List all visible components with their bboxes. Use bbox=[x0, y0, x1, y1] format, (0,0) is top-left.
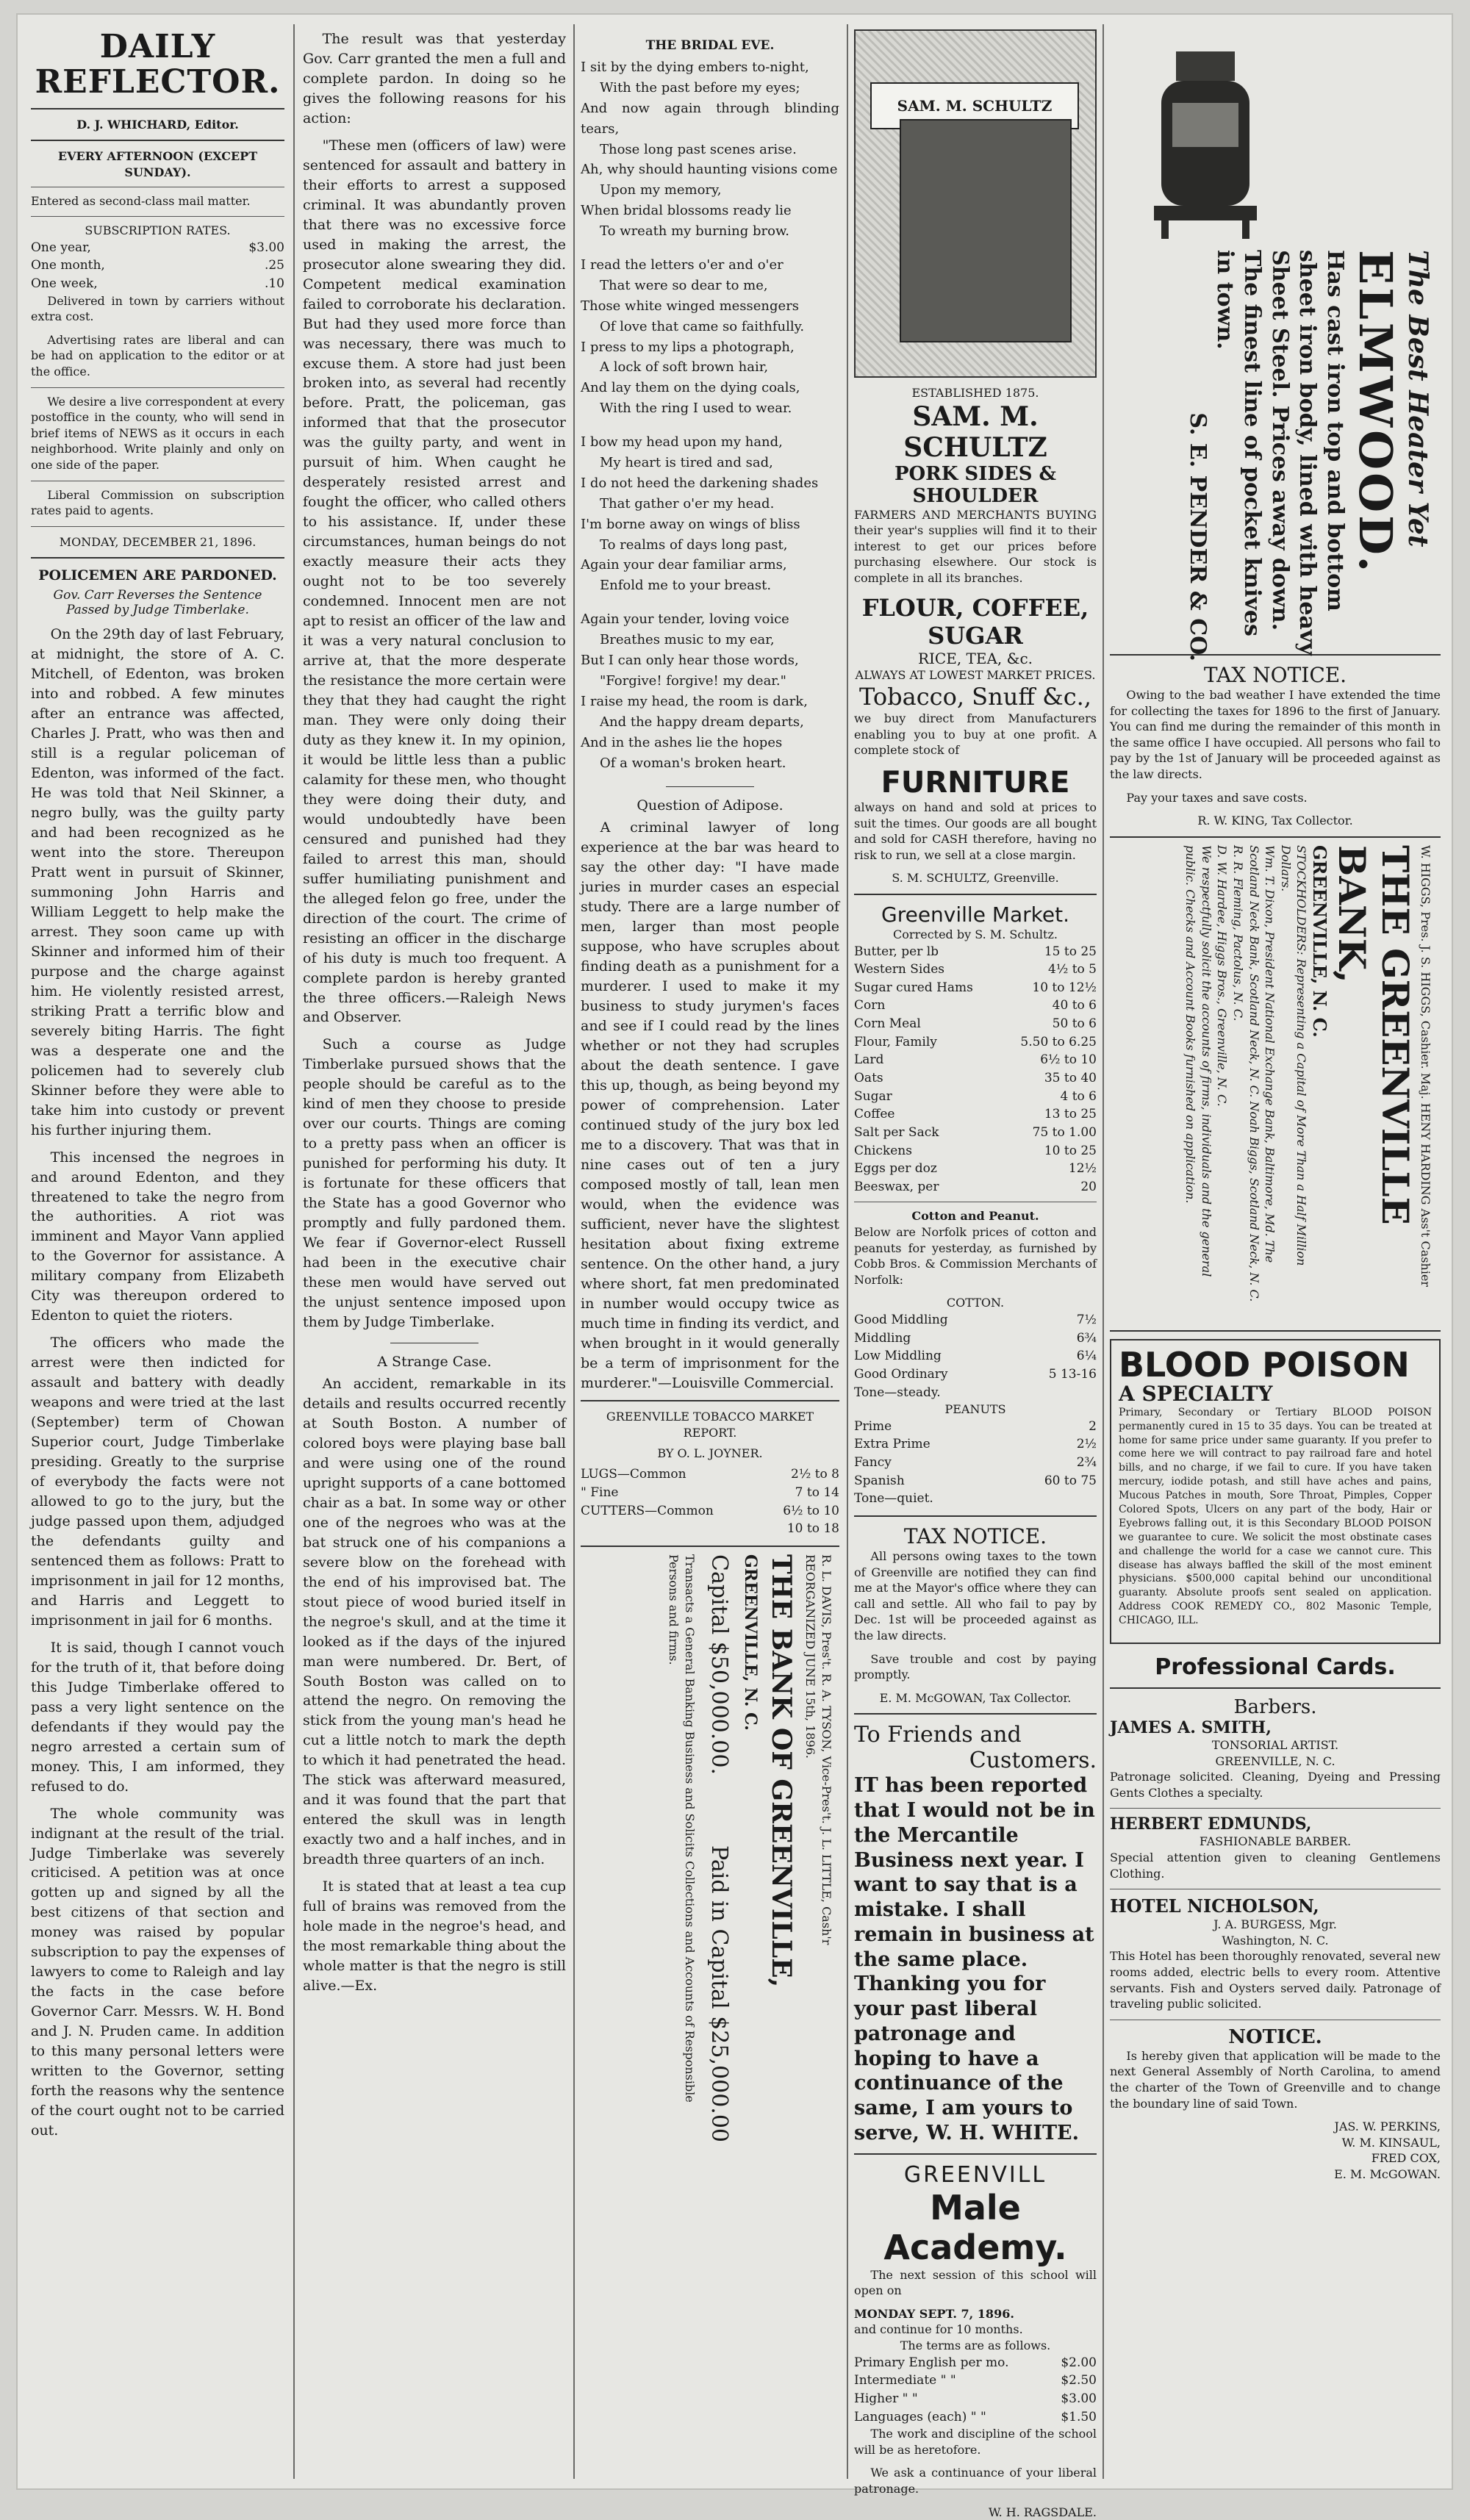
column-rule bbox=[293, 24, 295, 2479]
schultz-line1: PORK SIDES & SHOULDER bbox=[894, 462, 1057, 507]
column-5 bbox=[1110, 29, 1441, 2475]
heater-stove-illustration bbox=[1132, 29, 1279, 243]
poem-stanza: Again your tender, loving voice Breathes music to my ear, But I can only hear those words, "Forgive! forgive! my dear." I raise my head, the room is dark, And the happy dream departs, And in the ashes lie the hopes Of a woman's broken heart. bbox=[581, 611, 808, 771]
elmwood-heading: The Best Heater Yet bbox=[1402, 250, 1433, 548]
commission-note: Liberal Commission on subscription rates paid to agents. bbox=[31, 487, 284, 518]
market-row: Chickens 10 to 25 bbox=[854, 1143, 1097, 1158]
county-tax-sig: R. W. KING, Tax Collector. bbox=[1197, 814, 1353, 828]
schultz-direct: we buy direct from Manufacturers enabling you to buy at one profit. A complete stock of bbox=[854, 711, 1097, 758]
market-row: Corn 40 to 6 bbox=[854, 998, 1097, 1013]
greenville-bank-officers: W. HIGGS, Pres. J. S. HIGGS, Cashier. Maj. HENY HARDING Ass't Cashier bbox=[1419, 844, 1433, 1287]
county-tax-title: TAX NOTICE. bbox=[1203, 663, 1347, 687]
greenville-bank-name: THE GREENVILLE BANK, bbox=[1330, 844, 1418, 1225]
notice-signer: JAS. W. PERKINS, bbox=[1334, 2119, 1441, 2134]
notice-signer: E. M. McGOWAN. bbox=[1334, 2167, 1441, 2181]
academy-name1: GREENVILL bbox=[903, 2161, 1047, 2188]
academy-sig: W. H. RAGSDALE. bbox=[988, 2505, 1097, 2519]
blood-poison-specialty: A SPECIALTY bbox=[1119, 1381, 1273, 1406]
cotton-title: Cotton and Peanut. bbox=[911, 1209, 1039, 1224]
hotel-name: HOTEL NICHOLSON, bbox=[1110, 1895, 1319, 1917]
elmwood-text: Has cast iron top and bottom sheet iron body, lined with heavy Sheet Steel. Prices away down. The finest line of pocket knives in town. bbox=[1212, 250, 1348, 656]
market-row: Sugar cured Hams 10 to 12½ bbox=[854, 980, 1097, 995]
frequency-line: EVERY AFTERNOON (EXCEPT SUNDAY). bbox=[57, 149, 258, 179]
market-row: Lard 6½ to 10 bbox=[854, 1052, 1097, 1068]
white-head2: Customers. bbox=[969, 1748, 1097, 1774]
market-table bbox=[854, 943, 1097, 1196]
bank-capital: Capital $50,000.00. bbox=[706, 1554, 732, 1775]
column-rule bbox=[1102, 24, 1104, 2479]
bank-of-greenville-ad bbox=[581, 1554, 839, 2157]
advertising-note: Advertising rates are liberal and can be had on application to the editor or at the office. bbox=[31, 332, 284, 379]
bank-reorganized: REORGANIZED JUNE 15th, 1896. bbox=[803, 1554, 818, 1759]
smith-loc: GREENVILLE, N. C. bbox=[1215, 1753, 1335, 1768]
elmwood-name: ELMWOOD. bbox=[1349, 250, 1402, 575]
adipose-text: A criminal lawyer of long experience at the bar was heard to say the other day: "I have made juries in murder cases an especial study. There are a large number of men, larger than most people suppose, who have scruples about finding death as a punishment for a murderer. I used to make it my business to study jurymen's faces and see if I could read by the lines whether or not they had scruples about the death sentence. I gave this up, though, as being beyond my power of comprehension. Later continued study of the jury box led me to a discovery. That was that in nine cases out of ten a jury composed mostly of tall, lean men would, when the evidence was sufficient, never have the slightest hesitation about fixing extreme sentence. On the other hand, a jury where short, fat men predominated in number would occupy twice as much time in finding its verdict, and when brought in it would generally be a term of imprisonment for the murderer."—Louisville Commercial. bbox=[581, 819, 839, 1391]
schultz-established: ESTABLISHED 1875. bbox=[911, 386, 1039, 400]
market-row: Corn Meal 50 to 6 bbox=[854, 1016, 1097, 1032]
bank-location: GREENVILLE, N. C. bbox=[740, 1554, 760, 1731]
county-tax-pay: Pay your taxes and save costs. bbox=[1126, 790, 1308, 805]
elmwood-ad bbox=[1110, 29, 1441, 661]
greenville-bank-solicit: We respectfully solicit the accounts of firms, individuals and the general public. Checks and Account Books furnished on application. bbox=[1183, 844, 1213, 1277]
blood-poison-ad bbox=[1110, 1339, 1441, 1644]
bank-paid-in: Paid in Capital $25,000.00 bbox=[706, 1845, 732, 2142]
subscription-heading: SUBSCRIPTION RATES. bbox=[85, 223, 231, 238]
market-row: Western Sides 4½ to 5 bbox=[854, 962, 1097, 977]
greenville-bank-stockholders: STOCKHOLDERS: Representing a Capital of More Than a Half Million Dollars. bbox=[1278, 844, 1309, 1266]
store-illustration bbox=[854, 29, 1097, 378]
correspondent-note: We desire a live correspondent at every postoffice in the county, who will send in brief items of NEWS as it occurs in each neighborhood. Write plainly and only on one side of the paper. bbox=[31, 394, 284, 473]
notice-text: Is hereby given that application will be made to the next General Assembly of North Carolina, to amend the charter of the Town of Greenville and to change the boundary line of said Town. bbox=[1110, 2048, 1441, 2111]
column-rule bbox=[573, 24, 575, 2479]
pardon-paragraph: On the 29th day of last February, at midnight, the store of A. C. Mitchell, of Edenton, was broken into and robbed. A few minutes after an entrance was affected, Charles J. Pratt, who was then and still is a regular policeman of Edenton, was informed of the fact. He was told that Neil Skinner, a negro bully, was the guilty party and had been recognized as he went into the store. Thereupon Pratt went in pursuit of Skinner, summoning John Harris and William Leggett to help make the arrest. They soon came up with Skinner and informed him of their purpose and the charge against him. He violently resisted arrest, striking Pratt a terrific blow and severely biting Harris. The fight was a desperate one and the policemen had to severely club Skinner before they were able to take him into custody or prevent his further injuring them. bbox=[31, 626, 284, 1138]
pardon-paragraph: This incensed the negroes in and around Edenton, and they threatened to take the negro from the authorities. A riot was imminent and Mayor Vann applied to the Governor for assistance. A military company from Elizabeth City was thereupon ordered to Edenton to quiet the rioters. bbox=[31, 1149, 284, 1324]
edmunds-text: Special attention given to cleaning Gentlemens Clothing. bbox=[1110, 1850, 1441, 1881]
dateline: MONDAY, DECEMBER 21, 1896. bbox=[59, 534, 257, 549]
tobacco-report-title: GREENVILLE TOBACCO MARKET REPORT. bbox=[606, 1410, 814, 1440]
bank-business: Transacts a General Banking Business and Solicits Collections and Accounts of Responsible Persons and firms. bbox=[667, 1554, 697, 2103]
market-corrected: Corrected by S. M. Schultz. bbox=[893, 927, 1058, 941]
pardon-paragraph: It is said, though I cannot vouch for the truth of it, that before doing this Judge Timberlake offered to pass a very light sentence on the defendants if they would pay the negro arrested a certain sum of money. This, I am informed, they refused to do. bbox=[31, 1639, 284, 1795]
store-sign: SAM. M. SCHULTZ bbox=[870, 82, 1079, 129]
poem-stanza: I sit by the dying embers to-night, With the past before my eyes; And now again through blinding tears, Those long past scenes arise. Ah, why should haunting visions come Upon my memory, When bridal blossoms ready lie To wreath my burning brow. bbox=[581, 60, 839, 240]
academy-date: MONDAY SEPT. 7, 1896. bbox=[854, 2306, 1014, 2321]
hotel-manager: J. A. BURGESS, Mgr. bbox=[1213, 1917, 1337, 1932]
rates-list bbox=[31, 239, 284, 293]
column-3 bbox=[581, 29, 839, 2475]
market-row: Coffee 13 to 25 bbox=[854, 1107, 1097, 1122]
smith-title: TONSORIAL ARTIST. bbox=[1211, 1738, 1339, 1752]
town-tax-sig: E. M. McGOWAN, Tax Collector. bbox=[879, 1690, 1072, 1705]
greenville-bank-ad bbox=[1110, 845, 1441, 1323]
rate-row: One week, .10 bbox=[31, 276, 284, 292]
cotton-note: Below are Norfolk prices of cotton and peanuts for yesterday, as furnished by Cobb Bros. & Commission Merchants of Norfolk: bbox=[854, 1225, 1097, 1287]
entered-line: Entered as second-class mail matter. bbox=[31, 193, 251, 208]
schultz-farmers: FARMERS AND MERCHANTS BUYING their year's supplies will find it to their interest to get our prices before purchasing elsewhere. Our stock is complete in all its branches. bbox=[854, 507, 1097, 585]
market-row: Flour, Family 5.50 to 6.25 bbox=[854, 1034, 1097, 1049]
pardon-paragraph: The officers who made the arrest were then indicted for assault and battery with deadly weapons and were tried at the last (September) term of Chowan Superior court, Judge Timberlake presiding. Greatly to the surprise of everybody the facts were not allowed to go to the jury, but the judge passed upon them, adjudged the defendants guilty and sentenced them as follows: Pratt to imprisonment in jail for 12 months, and Harris and Leggett to imprisonment in jail for 6 months. bbox=[31, 1335, 284, 1629]
strange-case-paragraph: An accident, remarkable in its details and results occurred recently at South Boston. A number of colored boys were playing base ball and were using one of the round upright supports of a cane bottomed chair as a bat. In some way or other one of the negroes who was at the bat struck one of his companions a severe blow on the forehead with the end of his improvised bat. The stout piece of wood buried itself in the negroe's skull, and at the time it looked as if the days of the injured man were numbered. Dr. Bert, of South Boston was called on to attend the negro. On removing the stick from the young man's head he cut a little notch to mark the depth to which it had penetrated the head. The stick was afterward measured, and it was found that the part that entered the skull was in length exactly two and a half inches, and in breadth three quarters of an inch. bbox=[303, 1375, 566, 1868]
editor-line: D. J. WHICHARD, Editor. bbox=[76, 117, 239, 132]
elmwood-sig: S. E. PENDER & CO. bbox=[1185, 412, 1211, 661]
newspaper-page bbox=[16, 13, 1453, 2519]
barbers-heading: Barbers. bbox=[1233, 1696, 1317, 1718]
schultz-line2: FLOUR, COFFEE, SUGAR bbox=[861, 593, 1089, 650]
market-row: Sugar 4 to 6 bbox=[854, 1088, 1097, 1104]
smith-name: JAMES A. SMITH, bbox=[1110, 1718, 1272, 1737]
market-row: Beeswax, per 20 bbox=[854, 1179, 1097, 1194]
poem-stanza: I read the letters o'er and o'er That were so dear to me, Those white winged messengers Of love that came so faithfully. I press to my lips a photograph, A lock of soft brown hair, And lay them on the dying coals, With the ring I used to wear. bbox=[581, 257, 805, 417]
hotel-location: Washington, N. C. bbox=[1222, 1933, 1329, 1948]
blood-poison-title: BLOOD POISON bbox=[1119, 1344, 1410, 1385]
edmunds-name: HERBERT EDMUNDS, bbox=[1110, 1814, 1312, 1834]
masthead-title: DAILY REFLECTOR. bbox=[35, 28, 281, 101]
rate-row: One month, .25 bbox=[31, 258, 284, 273]
market-row: Salt per Sack 75 to 1.00 bbox=[854, 1124, 1097, 1140]
schultz-line3: RICE, TEA, &c. bbox=[917, 649, 1033, 667]
delivered-note: Delivered in town by carriers without extra cost. bbox=[31, 293, 284, 324]
pardon-paragraph: "These men (officers of law) were sentenced for assault and battery in their efforts to arrest a supposed criminal. It was abundantly proven that there was no excessive force used in making the arrest, the prosecutor alone swearing they did. Competent medical examination failed to corroborate his declaration. But had they used more force than was necessary, there was much to excuse them. A store had just been broken into, as several had recently before. Pratt, the policeman, gas informed that that the prosecutor was the guilty party, and went in pursuit of him. When caught he desperately resisted arrest and fought the officer, who called others to his assistance. If, under these circumstances, human beings do not exactly measure their acts they ought not to be too severely condemned. Innocent men are not apt to resist an officer of the law and it was a very natural conclusion to arrive at, that the more desperate the resistance the more certain were they that they had caught the right man. They were only doing their duty as they knew it. In my opinion, it would be little less than a public calamity for these men, who thought they were doing their duty, and would undoubtedly have been censured and punished had they failed to arrest this man, should suffer humiliating punishment and the alleged felon go free, under the direction of the court. The crime of resisting an officer in the discharge of his duty is much too frequent. A complete pardon is hereby granted the three officers.—Raleigh News and Observer. bbox=[303, 137, 566, 1026]
schultz-line5: FURNITURE bbox=[881, 765, 1070, 800]
schultz-always: ALWAYS AT LOWEST MARKET PRICES. bbox=[855, 667, 1096, 682]
store-building-drawing bbox=[900, 119, 1072, 342]
pardon-headline: POLICEMEN ARE PARDONED. bbox=[38, 567, 277, 584]
academy-intro: The next session of this school will open on bbox=[854, 2267, 1097, 2298]
column-2 bbox=[303, 29, 566, 2475]
tobacco-report-byline: BY O. L. JOYNER. bbox=[657, 1446, 763, 1460]
pardon-subhead: Gov. Carr Reverses the Sentence Passed by Judge Timberlake. bbox=[53, 588, 262, 618]
hotel-text: This Hotel has been thoroughly renovated, several new rooms added, electric bells to every room. Attentive servants. Fish and Oysters served daily. Patronage of traveling public solicited. bbox=[1110, 1949, 1441, 2011]
pardon-paragraph: The result was that yesterday Gov. Carr granted the men a full and complete pardon. In doing so he gives the following reasons for his action: bbox=[303, 31, 566, 126]
town-tax-text: All persons owing taxes to the town of Greenville are notified they can find me at the Mayor's office where they can call and settle. All who fail to pay by Dec. 1st will be proceeded against as the law directs. bbox=[854, 1549, 1097, 1643]
white-text: IT has been reported that I would not be in the Mercantile Business next year. I want to say that is a mistake. I shall remain in business at the same place. Thanking you for your past liberal patronage and hoping to have a continuance of the same, I am yours to serve, W. H. WHITE. bbox=[854, 1774, 1095, 2144]
blood-poison-text: Primary, Secondary or Tertiary BLOOD POISON permanently cured in 15 to 35 days. You can be treated at home for same price under same guaranty. If you prefer to come here we will contract to pay railroad fare and hotel bills, and no charge, if we fail to cure. If you have taken mercury, iodide potash, and still have aches and pains, Mucous Patches in mouth, Sore Throat, Pimples, Copper Colored Spots, Ulcers on any part of the body, Hair or Eyebrows falling out, it is this Secondary BLOOD POISON we guarantee to cure. We solicit the most obstinate cases and challenge the world for a case we cannot cure. This disease has always baffled the skill of the most eminent physicians. $500,000 capital behind our unconditional guaranty. Absolute proofs sent sealed on application. Address COOK REMEDY CO., 802 Masonic Temple, CHICAGO, ILL. bbox=[1119, 1406, 1432, 1627]
smith-text: Patronage solicited. Cleaning, Dyeing and Pressing Gents Clothes a specialty. bbox=[1110, 1770, 1441, 1800]
greenville-bank-right: D. W. Hardee, Higgs Bros., Greenville, N. C. bbox=[1215, 844, 1230, 1107]
schultz-sig: S. M. SCHULTZ, Greenville. bbox=[892, 871, 1059, 886]
strange-case-headline: A Strange Case. bbox=[377, 1353, 492, 1370]
pardon-paragraph: Such a course as Judge Timberlake pursued shows that the people should be careful as to the kind of men they choose to preside over our courts. Things are coming to a pretty pass when an officer is punished for performing his duty. It is fortunate for these officers that the State has a good Governor who promptly and fully pardoned them. We fear if Governor-elect Russell had been in the executive chair these men would have served out the unjust sentence imposed upon them by Judge Timberlake. bbox=[303, 1036, 566, 1330]
market-row: Eggs per doz 12½ bbox=[854, 1161, 1097, 1177]
schultz-line4: Tobacco, Snuff &c., bbox=[859, 683, 1091, 711]
greenville-bank-names: Wm. T. Dixon, President National Exchange Bank, Baltimore, Md. The Scotland Neck Bank, Scotland Neck, N. C. Noah Biggs, Scotland Neck, N. C. R. R. Fleming, Pactolus, N. C. bbox=[1231, 844, 1277, 1302]
pardon-paragraph: The whole community was indignant at the result of the trial. Judge Timberlake was severely criticised. A petition was at once gotten up and signed by all the best citizens of that section and money was raised by popular subscription to pay the expenses of lawyers to come to Raleigh and lay the facts in the case before Governor Carr. Messrs. W. H. Bond and J. N. Pruden came. In addition to this many personal letters were written to the Governor, setting forth the reasons why the sentence of the court ought not to be carried out. bbox=[31, 1805, 284, 2139]
schultz-footer: always on hand and sold at prices to suit the times. Our goods are all bought and sold for CASH therefore, having no risk to run, we sell at a close margin. bbox=[854, 800, 1097, 862]
notice-signer: FRED COX, bbox=[1371, 2151, 1441, 2166]
schultz-name: SAM. M. SCHULTZ bbox=[903, 401, 1047, 463]
column-1 bbox=[31, 29, 284, 2475]
market-row: Oats 35 to 40 bbox=[854, 1070, 1097, 1085]
white-head1: To Friends and bbox=[854, 1722, 1022, 1748]
market-row: Butter, per lb 15 to 25 bbox=[854, 944, 1097, 959]
notice-title: NOTICE. bbox=[1228, 2025, 1322, 2048]
professional-title: Professional Cards. bbox=[1155, 1654, 1396, 1680]
academy-terms-head: The terms are as follows. bbox=[900, 2338, 1051, 2352]
town-tax-title: TAX NOTICE. bbox=[903, 1524, 1047, 1549]
rate-row: One year, $3.00 bbox=[31, 240, 284, 255]
column-4: SAM. M. SCHULTZ ESTABLISHED 1875. SAM. M. SCHULTZ PORK SIDES & SHOULDER FARMERS AND MERCHANTS BUYING their year's supplies will find it to their interest to get our prices before purchasing elsewhere. Our stock is complete in all its branches. FLOUR, COFFEE, SUGAR RICE, TEA, &c. ALWAYS AT LOWEST MARKET PRICES. Tobacco, Snuff &c., we buy direct from Manufacturers enabling you to buy at one profit. A complete stock of FURNITURE always on hand and sold at prices to suit the times. Our goods are all bought and sold for CASH therefore, having no risk to run, we sell at a close margin. S. M. SCHULTZ, Greenville. Greenville Market. Corrected by S. M. Schultz. Butter, per lb 15 to 25 Western Sides 4½ to 5 Sugar cured Hams 10 to 12½ Corn 40 to 6 Corn Meal 50 to 6 Flour, Family 5.50 to 6.25 Lard 6½ to 10 Oats 35 to 40 Sugar 4 to 6 Coffee 13 to 25 Salt per Sack 75 to 1.00 Chickens 10 to 25 Eggs per doz 12½ Beeswax, per 20 Cotton and Peanut. Below are Norfolk prices of cotton and peanuts for yesterday, as furnished by Cobb Bros. & Commission Merchants of Norfolk: COTTON. Good Middling 7½ Middling 6¾ Low Middling 6¼ Good Ordinary 5 13-16 Tone—steady. PEANUTS Prime 2 Extra Prime 2½ Fancy 2¾ Spanish 60 to 75 Tone—quiet. TAX NOTICE. All persons owing taxes to the town of Greenville are notified they can find me at the Mayor's office where they can call and settle. All who fail to pay by Dec. 1st will be proceeded against as the law directs. Save trouble and cost by paying promptly. E. M. McGOWAN, Tax Collector. To Friends and Customers. IT has been reported that I would not be in the Mercantile Business next year. I want to say that is a mistake. I shall remain in business at the same place. Thanking you for your past liberal patronage and hoping to have a continuance of the same, I am yours to serve, W. H. WHITE. GREENVILL Male Academy. The next session of this school will open on MONDAY SEPT. 7, 1896. and continue for 10 months. The terms are as follows. Primary English per mo. $2.00 Intermediate " " $2.50 Higher " " $3.00 Languages (each) " " $1.50 The work and discipline of the school will be as heretofore. We ask a continuance of your liberal patronage. W. H. RAGSDALE. bbox=[854, 29, 1097, 2475]
bank-officers: R. L. DAVIS, Pres't. R. A. TYSON, Vice-Pres't. J. L. LITTLE, Cash'r bbox=[820, 1554, 833, 1945]
academy-ask: We ask a continuance of your liberal patronage. bbox=[854, 2466, 1097, 2496]
strange-case-paragraph: It is stated that at least a tea cup full of brains was removed from the hole made in the negroe's head, and the most remarkable thing about the whole matter is that the negro is still alive.—Ex. bbox=[303, 1878, 566, 1995]
town-tax-save: Save trouble and cost by paying promptly. bbox=[854, 1651, 1097, 1682]
market-title: Greenville Market. bbox=[881, 902, 1069, 927]
notice-signer: W. M. KINSAUL, bbox=[1341, 2135, 1441, 2150]
edmunds-title: FASHIONABLE BARBER. bbox=[1199, 1834, 1352, 1849]
greenville-bank-location: GREENVILLE, N. C. bbox=[1309, 844, 1331, 1038]
poem-title: THE BRIDAL EVE. bbox=[645, 38, 775, 53]
column-rule bbox=[847, 24, 848, 2479]
academy-continue: and continue for 10 months. bbox=[854, 2322, 1023, 2337]
adipose-headline: Question of Adipose. bbox=[637, 797, 784, 814]
tobacco-report-table: LUGS—Common 2½ to 8 " Fine 7 to 14 CUTTERS—Common 6½ to 10 10 to 18 bbox=[581, 1467, 839, 1537]
academy-discipline: The work and discipline of the school will be as heretofore. bbox=[854, 2427, 1097, 2457]
poem-stanza: I bow my head upon my hand, My heart is tired and sad, I do not heed the darkening shades That gather o'er my head. I'm borne away on wings of bliss To realms of days long past, Again your dear familiar arms, Enfold me to your breast. bbox=[581, 434, 819, 594]
cotton-heading: COTTON. bbox=[946, 1296, 1005, 1310]
peanut-heading: PEANUTS bbox=[944, 1402, 1006, 1417]
bank-name: THE BANK OF GREENVILLE, bbox=[765, 1554, 797, 1987]
academy-name2: Male Academy. bbox=[883, 2187, 1067, 2267]
county-tax-text: Owing to the bad weather I have extended the time for collecting the taxes for 1896 to the first of January. You can find me during the remainder of this month in the same office I have occupied. All persons who fail to pay by the 1st of January will be proceeded against as the law directs. bbox=[1110, 688, 1441, 781]
